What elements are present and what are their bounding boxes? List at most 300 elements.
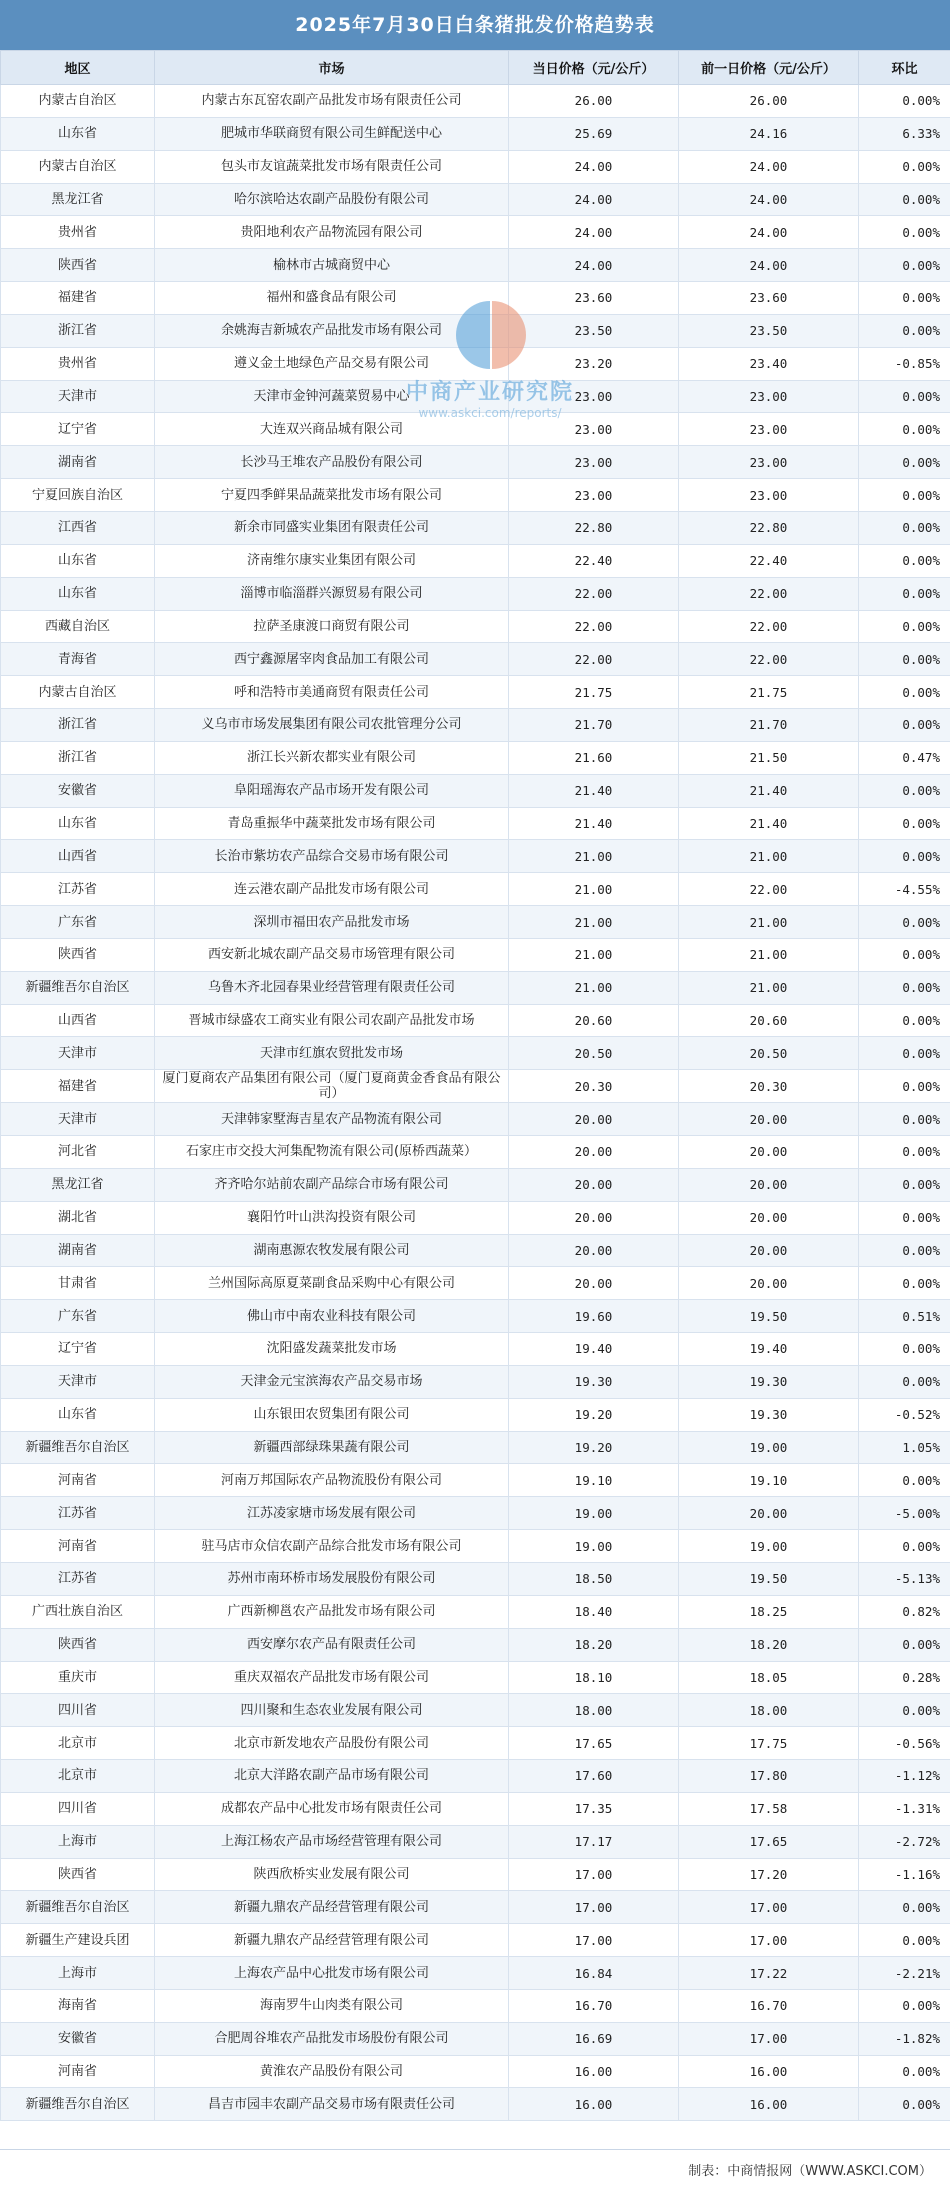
cell-change: 0.00% (859, 183, 950, 216)
cell-change: -2.72% (859, 1825, 950, 1858)
watermark-url: www.askci.com/reports/ (390, 406, 590, 420)
cell-change: 0.00% (859, 2055, 950, 2088)
cell-region: 上海市 (1, 1825, 155, 1858)
cell-price-today: 23.00 (509, 413, 679, 446)
cell-price-prev: 17.00 (679, 2022, 859, 2055)
cell-change: -1.82% (859, 2022, 950, 2055)
cell-price-today: 20.00 (509, 1201, 679, 1234)
cell-market: 河南万邦国际农产品物流股份有限公司 (155, 1464, 509, 1497)
table-row (1, 1989, 950, 2022)
cell-price-today: 21.60 (509, 741, 679, 774)
cell-price-prev: 17.20 (679, 1858, 859, 1891)
cell-region: 内蒙古自治区 (1, 85, 155, 118)
cell-region: 广东省 (1, 906, 155, 939)
cell-change: 0.00% (859, 971, 950, 1004)
cell-region: 辽宁省 (1, 413, 155, 446)
table-row (1, 1661, 950, 1694)
cell-price-prev: 21.50 (679, 741, 859, 774)
table-row (1, 413, 950, 446)
cell-price-prev: 20.30 (679, 1070, 859, 1103)
cell-market: 阜阳瑶海农产品市场开发有限公司 (155, 774, 509, 807)
cell-market: 新余市同盛实业集团有限责任公司 (155, 511, 509, 544)
cell-price-prev: 21.00 (679, 906, 859, 939)
cell-price-prev: 19.00 (679, 1431, 859, 1464)
cell-region: 贵州省 (1, 216, 155, 249)
table-title: 2025年7月30日白条猪批发价格趋势表 (0, 0, 950, 50)
cell-region: 广西壮族自治区 (1, 1595, 155, 1628)
cell-region: 山东省 (1, 807, 155, 840)
cell-price-prev: 24.00 (679, 150, 859, 183)
table-row (1, 1103, 950, 1136)
table-row (1, 117, 950, 150)
cell-price-prev: 20.00 (679, 1497, 859, 1530)
cell-region: 内蒙古自治区 (1, 676, 155, 709)
cell-price-prev: 18.20 (679, 1628, 859, 1661)
cell-region: 江苏省 (1, 1562, 155, 1595)
cell-change: -0.85% (859, 347, 950, 380)
cell-market: 驻马店市众信农副产品综合批发市场有限公司 (155, 1530, 509, 1563)
table-row (1, 741, 950, 774)
cell-price-today: 16.70 (509, 1989, 679, 2022)
cell-price-prev: 24.00 (679, 216, 859, 249)
cell-change: -1.12% (859, 1760, 950, 1793)
header-change: 环比 (859, 51, 950, 85)
cell-market: 佛山市中南农业科技有限公司 (155, 1300, 509, 1333)
cell-region: 新疆维吾尔自治区 (1, 1431, 155, 1464)
cell-region: 河北省 (1, 1136, 155, 1169)
cell-price-prev: 17.00 (679, 1891, 859, 1924)
table-row (1, 906, 950, 939)
cell-price-today: 22.80 (509, 511, 679, 544)
cell-change: 0.00% (859, 1168, 950, 1201)
table-row (1, 676, 950, 709)
cell-market: 天津市红旗农贸批发市场 (155, 1037, 509, 1070)
cell-price-today: 17.60 (509, 1760, 679, 1793)
cell-change: 0.47% (859, 741, 950, 774)
cell-change: 0.00% (859, 249, 950, 282)
cell-region: 重庆市 (1, 1661, 155, 1694)
table-row (1, 1267, 950, 1300)
cell-change: 0.00% (859, 1103, 950, 1136)
cell-region: 江苏省 (1, 1497, 155, 1530)
cell-market: 苏州市南环桥市场发展股份有限公司 (155, 1562, 509, 1595)
cell-price-prev: 19.10 (679, 1464, 859, 1497)
cell-region: 陕西省 (1, 938, 155, 971)
cell-change: 0.00% (859, 610, 950, 643)
cell-region: 天津市 (1, 380, 155, 413)
cell-market: 昌吉市园丰农副产品交易市场有限责任公司 (155, 2088, 509, 2121)
table-row (1, 1924, 950, 1957)
cell-change: 0.00% (859, 1628, 950, 1661)
cell-price-today: 19.60 (509, 1300, 679, 1333)
cell-price-prev: 19.50 (679, 1562, 859, 1595)
cell-region: 浙江省 (1, 709, 155, 742)
cell-change: -4.55% (859, 873, 950, 906)
header-price-today: 当日价格（元/公斤） (509, 51, 679, 85)
footer-credit: 制表：中商情报网（WWW.ASKCI.COM） (688, 2160, 932, 2179)
cell-change: 0.00% (859, 676, 950, 709)
cell-change: 0.00% (859, 577, 950, 610)
table-row (1, 2088, 950, 2121)
cell-region: 湖北省 (1, 1201, 155, 1234)
cell-region: 宁夏回族自治区 (1, 479, 155, 512)
cell-price-prev: 19.30 (679, 1398, 859, 1431)
cell-price-today: 17.00 (509, 1924, 679, 1957)
cell-market: 长沙马王堆农产品股份有限公司 (155, 446, 509, 479)
cell-change: 0.00% (859, 282, 950, 315)
cell-region: 福建省 (1, 282, 155, 315)
cell-price-today: 24.00 (509, 183, 679, 216)
cell-region: 西藏自治区 (1, 610, 155, 643)
cell-market: 呼和浩特市美通商贸有限责任公司 (155, 676, 509, 709)
cell-change: 0.00% (859, 216, 950, 249)
cell-price-today: 16.00 (509, 2055, 679, 2088)
table-row (1, 938, 950, 971)
cell-market: 海南罗牛山肉类有限公司 (155, 1989, 509, 2022)
cell-region: 甘肃省 (1, 1267, 155, 1300)
cell-change: 0.00% (859, 2088, 950, 2121)
cell-change: 0.00% (859, 1037, 950, 1070)
cell-price-prev: 18.05 (679, 1661, 859, 1694)
table-row (1, 1201, 950, 1234)
cell-market: 包头市友谊蔬菜批发市场有限责任公司 (155, 150, 509, 183)
cell-region: 新疆生产建设兵团 (1, 1924, 155, 1957)
cell-price-today: 22.40 (509, 544, 679, 577)
cell-market: 内蒙古东瓦窑农副产品批发市场有限责任公司 (155, 85, 509, 118)
table-row (1, 183, 950, 216)
cell-price-today: 20.30 (509, 1070, 679, 1103)
cell-price-prev: 22.40 (679, 544, 859, 577)
cell-region: 辽宁省 (1, 1333, 155, 1366)
table-row (1, 1431, 950, 1464)
cell-change: -0.52% (859, 1398, 950, 1431)
cell-region: 江西省 (1, 511, 155, 544)
table-row (1, 479, 950, 512)
cell-change: 0.00% (859, 1694, 950, 1727)
header-region: 地区 (1, 51, 155, 85)
cell-market: 哈尔滨哈达农副产品股份有限公司 (155, 183, 509, 216)
cell-price-prev: 23.00 (679, 413, 859, 446)
cell-price-today: 21.40 (509, 807, 679, 840)
cell-change: 0.00% (859, 1234, 950, 1267)
cell-market: 新疆九鼎农产品经营管理有限公司 (155, 1891, 509, 1924)
cell-price-today: 26.00 (509, 85, 679, 118)
cell-change: 0.00% (859, 774, 950, 807)
cell-change: 0.00% (859, 479, 950, 512)
cell-region: 安徽省 (1, 2022, 155, 2055)
cell-price-today: 19.00 (509, 1530, 679, 1563)
price-table (0, 50, 950, 2121)
cell-region: 贵州省 (1, 347, 155, 380)
cell-market: 拉萨圣康渡口商贸有限公司 (155, 610, 509, 643)
cell-region: 山东省 (1, 117, 155, 150)
cell-market: 襄阳竹叶山洪沟投资有限公司 (155, 1201, 509, 1234)
cell-price-today: 21.00 (509, 840, 679, 873)
table-row (1, 1792, 950, 1825)
cell-market: 天津市金钟河蔬菜贸易中心 (155, 380, 509, 413)
table-row (1, 1957, 950, 1990)
cell-price-today: 21.00 (509, 938, 679, 971)
cell-price-prev: 16.00 (679, 2088, 859, 2121)
table-row (1, 85, 950, 118)
cell-region: 黑龙江省 (1, 1168, 155, 1201)
cell-price-prev: 23.00 (679, 479, 859, 512)
cell-price-today: 20.00 (509, 1168, 679, 1201)
cell-change: 0.00% (859, 1070, 950, 1103)
cell-price-prev: 20.00 (679, 1267, 859, 1300)
cell-price-today: 21.00 (509, 873, 679, 906)
cell-region: 天津市 (1, 1103, 155, 1136)
cell-price-today: 24.00 (509, 150, 679, 183)
cell-market: 北京大洋路农副产品市场有限公司 (155, 1760, 509, 1793)
cell-change: 0.00% (859, 1267, 950, 1300)
cell-market: 大连双兴商品城有限公司 (155, 413, 509, 446)
cell-market: 肥城市华联商贸有限公司生鲜配送中心 (155, 117, 509, 150)
table-row (1, 1234, 950, 1267)
cell-change: 0.00% (859, 906, 950, 939)
table-row (1, 2022, 950, 2055)
cell-price-today: 21.70 (509, 709, 679, 742)
cell-market: 西安摩尔农产品有限责任公司 (155, 1628, 509, 1661)
cell-region: 江苏省 (1, 873, 155, 906)
cell-change: 0.51% (859, 1300, 950, 1333)
cell-price-today: 24.00 (509, 216, 679, 249)
table-row (1, 1070, 950, 1103)
cell-change: 0.00% (859, 1004, 950, 1037)
cell-change: 0.00% (859, 1891, 950, 1924)
cell-market: 江苏凌家塘市场发展有限公司 (155, 1497, 509, 1530)
table-row (1, 1858, 950, 1891)
cell-market: 淄博市临淄群兴源贸易有限公司 (155, 577, 509, 610)
cell-market: 陕西欣桥实业发展有限公司 (155, 1858, 509, 1891)
cell-price-prev: 18.25 (679, 1595, 859, 1628)
cell-price-prev: 19.30 (679, 1365, 859, 1398)
table-row (1, 873, 950, 906)
cell-region: 湖南省 (1, 446, 155, 479)
cell-price-prev: 17.80 (679, 1760, 859, 1793)
cell-change: 0.00% (859, 380, 950, 413)
table-row (1, 1497, 950, 1530)
cell-market: 石家庄市交投大河集配物流有限公司(原桥西蔬菜） (155, 1136, 509, 1169)
cell-region: 河南省 (1, 2055, 155, 2088)
table-row (1, 150, 950, 183)
cell-region: 新疆维吾尔自治区 (1, 971, 155, 1004)
cell-change: 0.00% (859, 511, 950, 544)
table-row (1, 971, 950, 1004)
cell-change: -5.13% (859, 1562, 950, 1595)
cell-price-today: 22.00 (509, 643, 679, 676)
cell-change: -1.16% (859, 1858, 950, 1891)
cell-market: 西宁鑫源屠宰肉食品加工有限公司 (155, 643, 509, 676)
cell-market: 贵阳地利农产品物流园有限公司 (155, 216, 509, 249)
cell-market: 天津金元宝滨海农产品交易市场 (155, 1365, 509, 1398)
table-row (1, 1595, 950, 1628)
cell-market: 济南维尔康实业集团有限公司 (155, 544, 509, 577)
cell-market: 福州和盛食品有限公司 (155, 282, 509, 315)
table-row (1, 544, 950, 577)
cell-price-prev: 24.16 (679, 117, 859, 150)
table-body (1, 85, 950, 2121)
cell-price-today: 23.20 (509, 347, 679, 380)
table-row (1, 1891, 950, 1924)
cell-region: 河南省 (1, 1530, 155, 1563)
cell-change: -0.56% (859, 1727, 950, 1760)
cell-market: 广西新柳邕农产品批发市场有限公司 (155, 1595, 509, 1628)
cell-price-today: 23.60 (509, 282, 679, 315)
cell-change: 0.82% (859, 1595, 950, 1628)
cell-price-prev: 23.00 (679, 446, 859, 479)
cell-market: 榆林市古城商贸中心 (155, 249, 509, 282)
cell-market: 齐齐哈尔站前农副产品综合市场有限公司 (155, 1168, 509, 1201)
cell-price-prev: 19.00 (679, 1530, 859, 1563)
cell-price-prev: 23.40 (679, 347, 859, 380)
cell-price-prev: 22.80 (679, 511, 859, 544)
cell-price-prev: 20.60 (679, 1004, 859, 1037)
cell-price-prev: 24.00 (679, 249, 859, 282)
cell-market: 乌鲁木齐北园春果业经营管理有限责任公司 (155, 971, 509, 1004)
cell-price-today: 19.30 (509, 1365, 679, 1398)
cell-change: 0.00% (859, 1365, 950, 1398)
table-row (1, 1333, 950, 1366)
cell-price-prev: 22.00 (679, 610, 859, 643)
cell-change: 0.00% (859, 1924, 950, 1957)
cell-market: 合肥周谷堆农产品批发市场股份有限公司 (155, 2022, 509, 2055)
cell-change: 0.00% (859, 314, 950, 347)
cell-change: 0.00% (859, 807, 950, 840)
cell-price-today: 19.20 (509, 1398, 679, 1431)
cell-price-today: 16.69 (509, 2022, 679, 2055)
cell-change: -1.31% (859, 1792, 950, 1825)
cell-price-today: 20.00 (509, 1234, 679, 1267)
table-row (1, 249, 950, 282)
cell-price-today: 20.50 (509, 1037, 679, 1070)
cell-change: 0.00% (859, 1333, 950, 1366)
cell-region: 青海省 (1, 643, 155, 676)
cell-price-prev: 21.70 (679, 709, 859, 742)
table-row (1, 216, 950, 249)
cell-price-today: 22.00 (509, 577, 679, 610)
cell-market: 余姚海吉新城农产品批发市场有限公司 (155, 314, 509, 347)
cell-market: 湖南惠源农牧发展有限公司 (155, 1234, 509, 1267)
cell-change: 6.33% (859, 117, 950, 150)
table-row (1, 1694, 950, 1727)
cell-region: 新疆维吾尔自治区 (1, 2088, 155, 2121)
cell-change: 0.00% (859, 85, 950, 118)
cell-market: 上海江杨农产品市场经营管理有限公司 (155, 1825, 509, 1858)
cell-change: 1.05% (859, 1431, 950, 1464)
cell-price-prev: 19.50 (679, 1300, 859, 1333)
cell-price-prev: 21.00 (679, 971, 859, 1004)
cell-region: 安徽省 (1, 774, 155, 807)
cell-change: 0.00% (859, 1989, 950, 2022)
table-row (1, 1398, 950, 1431)
cell-price-prev: 23.60 (679, 282, 859, 315)
table-row (1, 643, 950, 676)
table-row (1, 1464, 950, 1497)
cell-price-prev: 16.70 (679, 1989, 859, 2022)
cell-price-today: 20.00 (509, 1103, 679, 1136)
cell-region: 山西省 (1, 840, 155, 873)
table-row (1, 380, 950, 413)
table-row (1, 1004, 950, 1037)
cell-change: 0.00% (859, 1530, 950, 1563)
cell-change: 0.00% (859, 544, 950, 577)
table-header-row (1, 51, 950, 85)
cell-market: 重庆双福农产品批发市场有限公司 (155, 1661, 509, 1694)
cell-price-today: 23.50 (509, 314, 679, 347)
cell-price-today: 18.10 (509, 1661, 679, 1694)
cell-region: 四川省 (1, 1792, 155, 1825)
cell-price-prev: 17.75 (679, 1727, 859, 1760)
cell-price-prev: 17.00 (679, 1924, 859, 1957)
cell-price-today: 20.60 (509, 1004, 679, 1037)
cell-price-today: 21.75 (509, 676, 679, 709)
cell-change: -5.00% (859, 1497, 950, 1530)
cell-change: 0.00% (859, 709, 950, 742)
cell-change: 0.00% (859, 150, 950, 183)
cell-market: 遵义金土地绿色产品交易有限公司 (155, 347, 509, 380)
cell-market: 深圳市福田农产品批发市场 (155, 906, 509, 939)
cell-market: 成都农产品中心批发市场有限责任公司 (155, 1792, 509, 1825)
cell-region: 福建省 (1, 1070, 155, 1103)
cell-price-today: 19.00 (509, 1497, 679, 1530)
cell-market: 新疆西部绿珠果蔬有限公司 (155, 1431, 509, 1464)
cell-price-prev: 16.00 (679, 2055, 859, 2088)
cell-market: 山东银田农贸集团有限公司 (155, 1398, 509, 1431)
cell-market: 黄淮农产品股份有限公司 (155, 2055, 509, 2088)
cell-price-prev: 23.00 (679, 380, 859, 413)
cell-price-today: 17.65 (509, 1727, 679, 1760)
cell-region: 海南省 (1, 1989, 155, 2022)
cell-price-prev: 22.00 (679, 577, 859, 610)
table-row (1, 610, 950, 643)
cell-change: 0.00% (859, 446, 950, 479)
cell-change: 0.00% (859, 1201, 950, 1234)
cell-market: 西安新北城农副产品交易市场管理有限公司 (155, 938, 509, 971)
cell-price-today: 18.20 (509, 1628, 679, 1661)
cell-region: 陕西省 (1, 1858, 155, 1891)
table-row (1, 1365, 950, 1398)
cell-price-prev: 21.00 (679, 938, 859, 971)
cell-region: 黑龙江省 (1, 183, 155, 216)
header-market: 市场 (155, 51, 509, 85)
cell-price-prev: 21.00 (679, 840, 859, 873)
cell-price-today: 24.00 (509, 249, 679, 282)
cell-region: 浙江省 (1, 314, 155, 347)
cell-region: 河南省 (1, 1464, 155, 1497)
cell-price-today: 19.40 (509, 1333, 679, 1366)
cell-market: 兰州国际高原夏菜副食品采购中心有限公司 (155, 1267, 509, 1300)
cell-region: 天津市 (1, 1037, 155, 1070)
table-row (1, 807, 950, 840)
cell-price-today: 18.50 (509, 1562, 679, 1595)
cell-price-today: 20.00 (509, 1136, 679, 1169)
cell-market: 青岛重振华中蔬菜批发市场有限公司 (155, 807, 509, 840)
cell-market: 天津韩家墅海吉星农产品物流有限公司 (155, 1103, 509, 1136)
cell-region: 北京市 (1, 1760, 155, 1793)
table-row (1, 314, 950, 347)
cell-price-today: 23.00 (509, 479, 679, 512)
cell-price-today: 18.00 (509, 1694, 679, 1727)
cell-price-prev: 20.00 (679, 1168, 859, 1201)
table-row (1, 282, 950, 315)
cell-market: 新疆九鼎农产品经营管理有限公司 (155, 1924, 509, 1957)
header-price-prev: 前一日价格（元/公斤） (679, 51, 859, 85)
table-row (1, 1037, 950, 1070)
cell-price-prev: 17.58 (679, 1792, 859, 1825)
cell-change: 0.28% (859, 1661, 950, 1694)
cell-price-prev: 21.40 (679, 774, 859, 807)
